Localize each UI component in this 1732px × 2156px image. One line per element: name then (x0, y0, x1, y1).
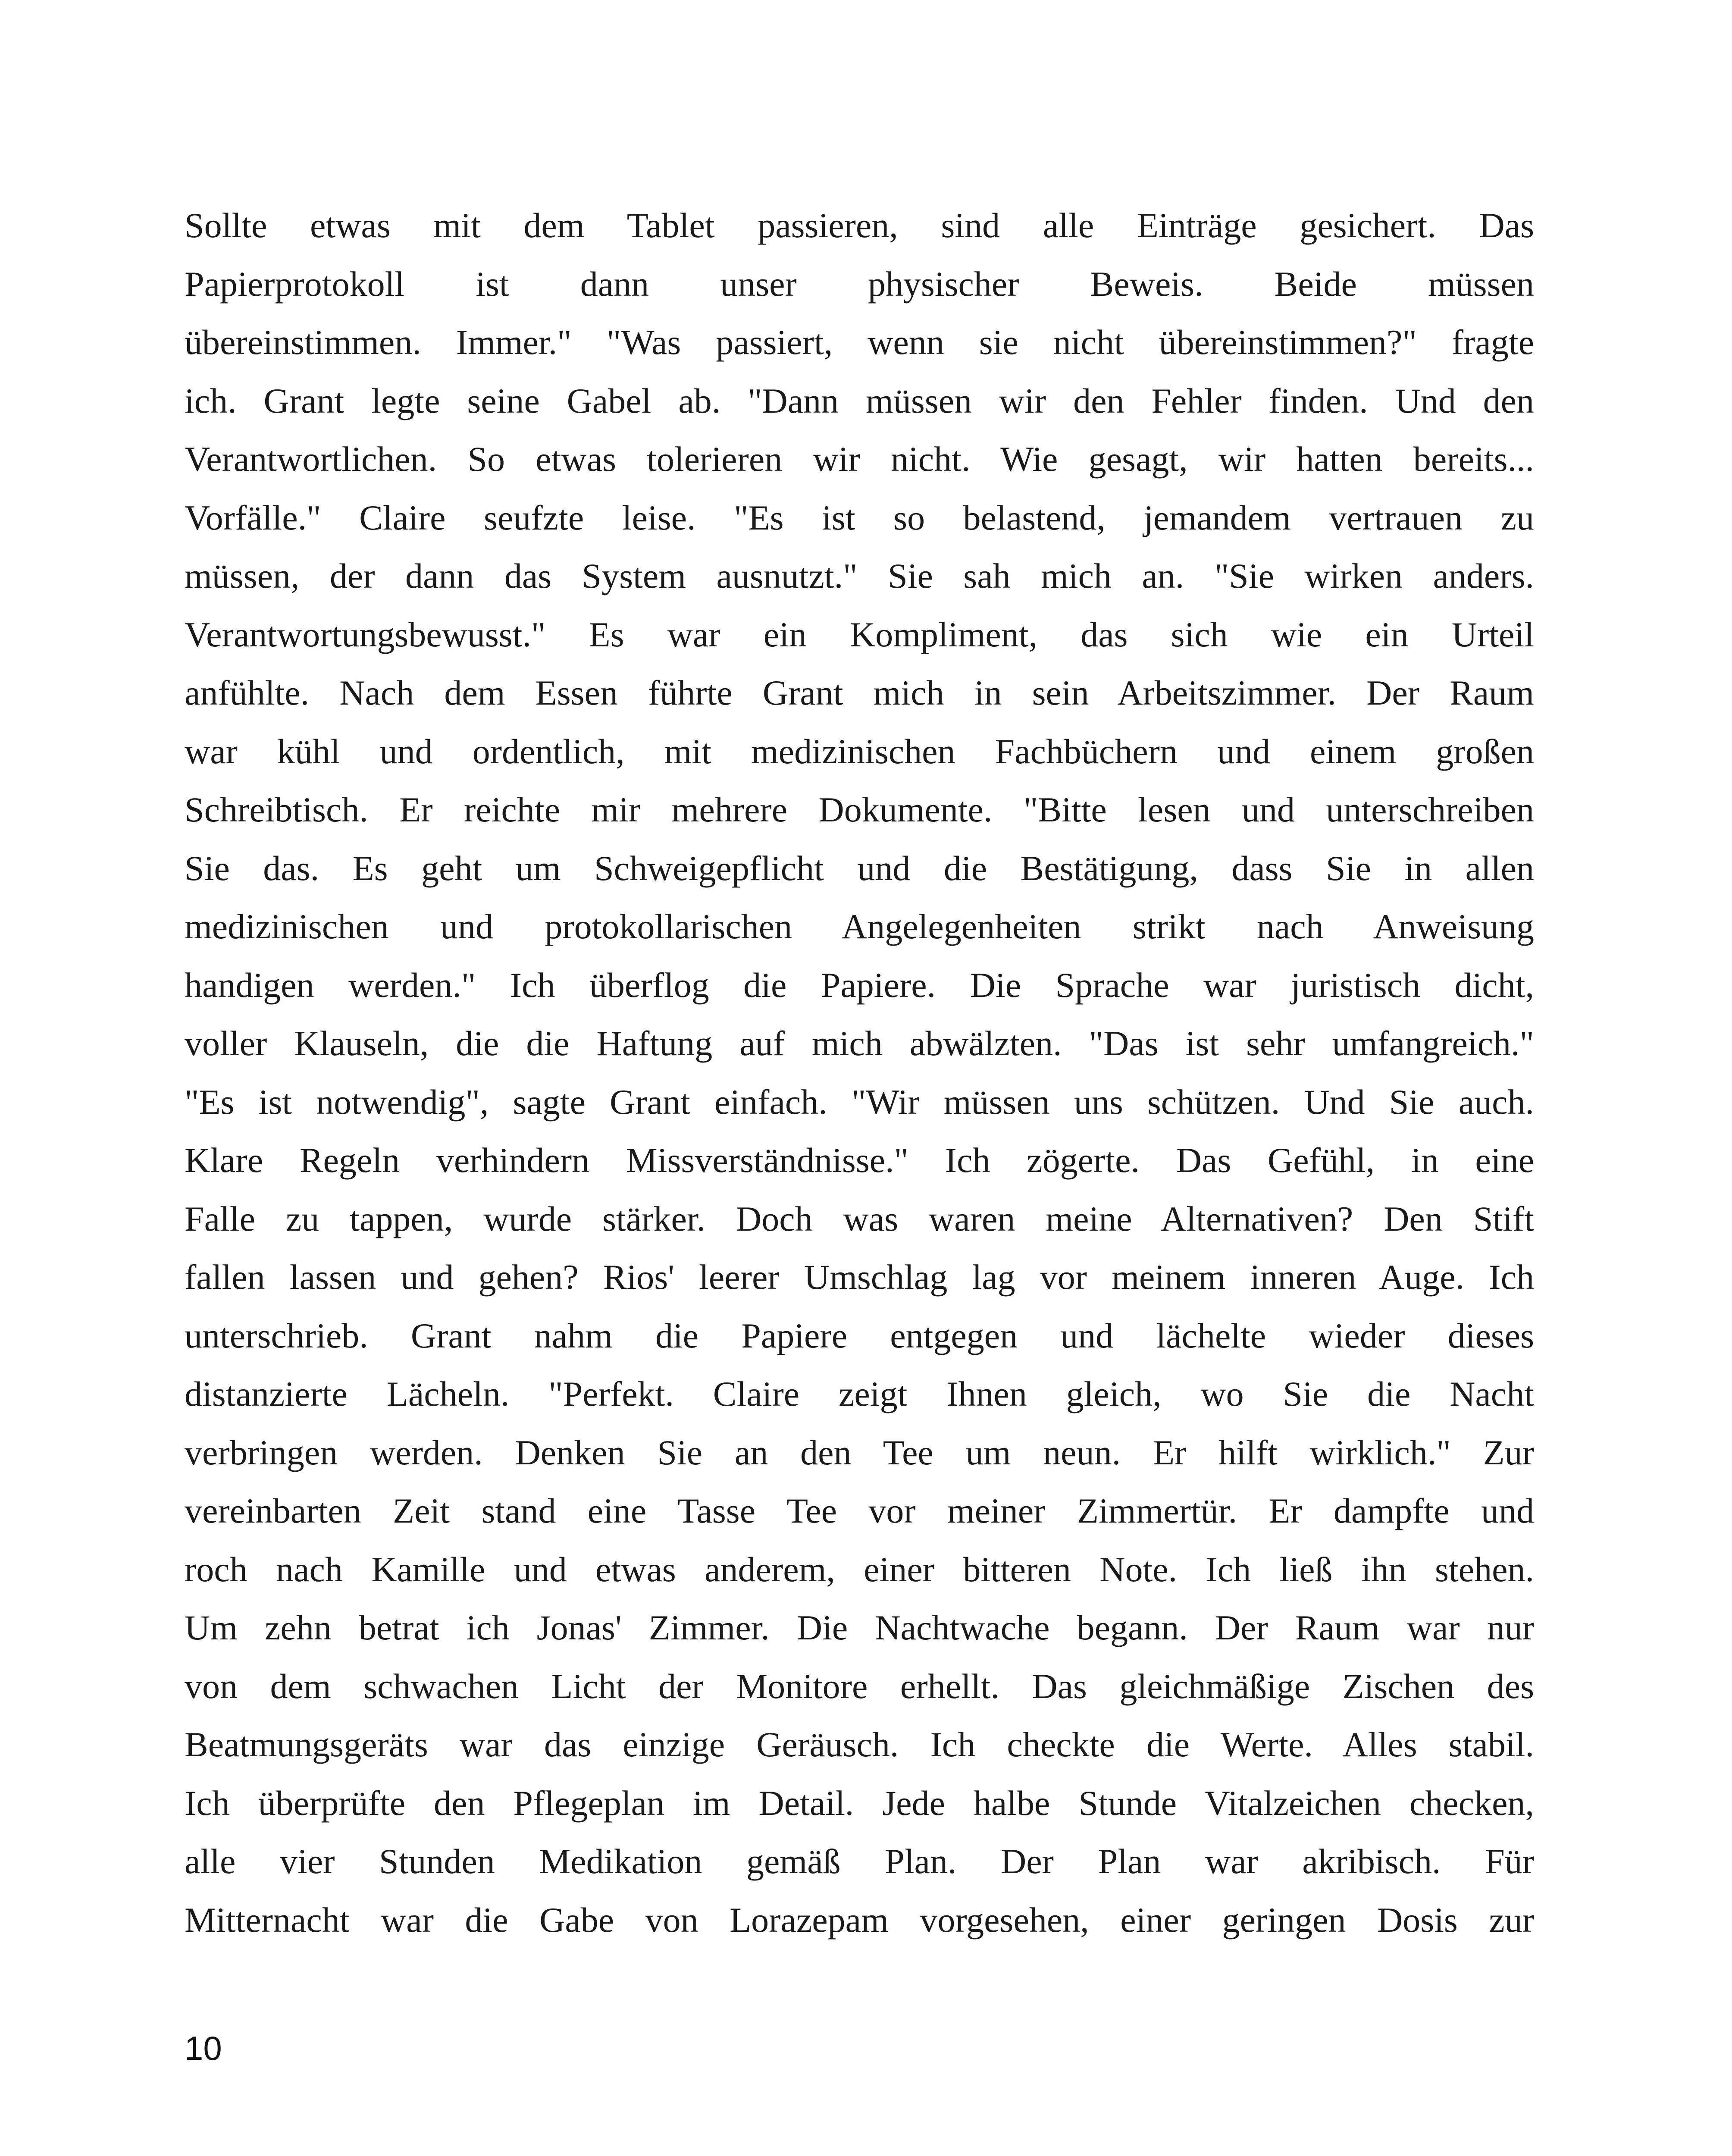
text-line: Um zehn betrat ich Jonas' Zimmer. Die Nachtwache begann. Der Raum war nur (185, 1608, 1534, 1647)
text-line: Schreibtisch. Er reichte mir mehrere Dokumente. "Bitte lesen und unterschreiben (185, 790, 1534, 829)
text-line: Verantwortlichen. So etwas tolerieren wir nicht. Wie gesagt, wir hatten bereits... (185, 439, 1534, 479)
text-line: Klare Regeln verhindern Missverständnisse." Ich zögerte. Das Gefühl, in eine (185, 1141, 1534, 1180)
text-line: voller Klauseln, die die Haftung auf mich abwälzten. "Das ist sehr umfangreich." (185, 1024, 1534, 1063)
text-line: Sollte etwas mit dem Tablet passieren, sind alle Einträge gesichert. Das (185, 206, 1534, 245)
page-number: 10 (185, 2029, 222, 2067)
text-line: müssen, der dann das System ausnutzt." Sie sah mich an. "Sie wirken anders. (185, 556, 1534, 595)
text-line: distanzierte Lächeln. "Perfekt. Claire zeigt Ihnen gleich, wo Sie die Nacht (185, 1374, 1534, 1413)
text-line: medizinischen und protokollarischen Angelegenheiten strikt nach Anweisung (185, 907, 1534, 946)
text-line: Mitternacht war die Gabe von Lorazepam vorgesehen, einer geringen Dosis zur (185, 1900, 1534, 1940)
text-line: Sie das. Es geht um Schweigepflicht und die Bestätigung, dass Sie in allen (185, 848, 1534, 888)
text-line: "Es ist notwendig", sagte Grant einfach. "Wir müssen uns schützen. Und Sie auch. (185, 1082, 1534, 1122)
text-line: war kühl und ordentlich, mit medizinischen Fachbüchern und einem großen (185, 731, 1534, 771)
text-line: übereinstimmen. Immer." "Was passiert, wenn sie nicht übereinstimmen?" fragte (185, 323, 1534, 362)
text-line: verbringen werden. Denken Sie an den Tee um neun. Er hilft wirklich." Zur (185, 1432, 1534, 1472)
text-line: Falle zu tappen, wurde stärker. Doch was waren meine Alternativen? Den Stift (185, 1199, 1534, 1238)
text-line: unterschrieb. Grant nahm die Papiere entgegen und lächelte wieder dieses (185, 1316, 1534, 1355)
text-line: Papierprotokoll ist dann unser physischer Beweis. Beide müssen (185, 264, 1534, 304)
text-line: ich. Grant legte seine Gabel ab. "Dann müssen wir den Fehler finden. Und den (185, 381, 1534, 420)
text-line: Verantwortungsbewusst." Es war ein Kompliment, das sich wie ein Urteil (185, 614, 1534, 654)
text-line: Vorfälle." Claire seufzte leise. "Es ist so belastend, jemandem vertrauen zu (185, 498, 1534, 537)
body-text (185, 196, 1534, 1949)
text-line: von dem schwachen Licht der Monitore erhellt. Das gleichmäßige Zischen des (185, 1666, 1534, 1706)
text-line: vereinbarten Zeit stand eine Tasse Tee vor meiner Zimmertür. Er dampfte und (185, 1491, 1534, 1530)
text-line: roch nach Kamille und etwas anderem, einer bitteren Note. Ich ließ ihn stehen. (185, 1549, 1534, 1589)
text-line: handigen werden." Ich überflog die Papiere. Die Sprache war juristisch dicht, (185, 965, 1534, 1005)
text-line: alle vier Stunden Medikation gemäß Plan. Der Plan war akribisch. Für (185, 1842, 1534, 1881)
text-line: fallen lassen und gehen? Rios' leerer Umschlag lag vor meinem inneren Auge. Ich (185, 1257, 1534, 1297)
text-line: anfühlte. Nach dem Essen führte Grant mich in sein Arbeitszimmer. Der Raum (185, 673, 1534, 712)
text-line: Beatmungsgeräts war das einzige Geräusch. Ich checkte die Werte. Alles stabil. (185, 1725, 1534, 1764)
text-line: Ich überprüfte den Pflegeplan im Detail. Jede halbe Stunde Vitalzeichen checken, (185, 1783, 1534, 1823)
